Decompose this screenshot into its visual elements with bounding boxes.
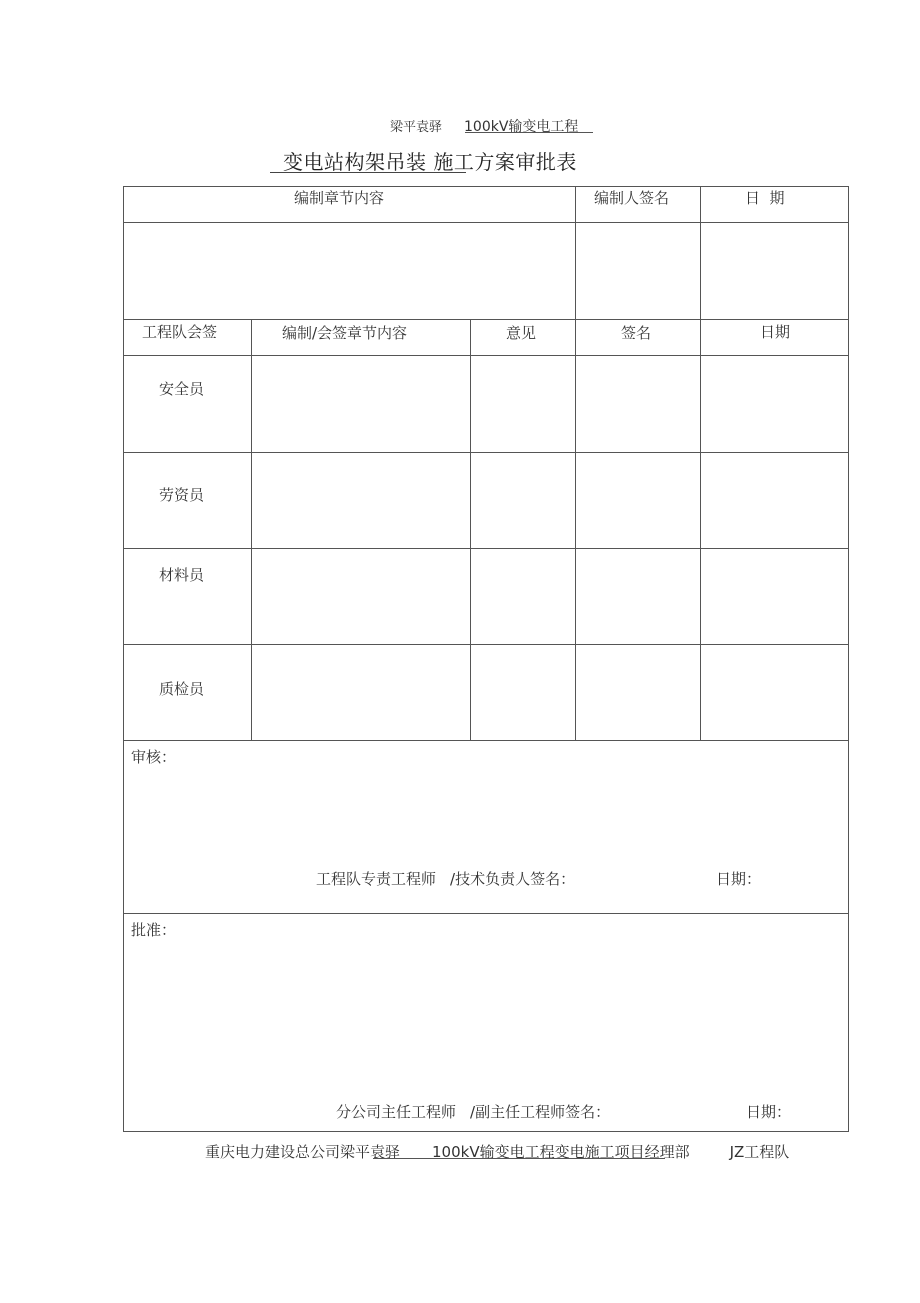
table-border-bottom [123, 1131, 849, 1132]
role-quality-inspector: 质检员 [159, 680, 205, 698]
form-title [283, 146, 577, 175]
approve-label: 批准： [131, 921, 177, 939]
subtitle-underline [465, 132, 593, 133]
table-column-rule [575, 319, 576, 740]
title-right: 施工方案审批表 [433, 150, 577, 174]
table-column-rule [470, 319, 471, 740]
table-rule [123, 222, 849, 223]
header-opinion: 意见 [506, 324, 537, 342]
footer-project-dept: 100kV输变电工程变电施工项目经理部 [432, 1143, 690, 1161]
table-rule [123, 355, 849, 356]
role-labor-officer: 劳资员 [159, 486, 205, 504]
table-rule [123, 548, 849, 549]
table-rule [123, 740, 849, 741]
review-signer-title: 工程队专责工程师 [316, 870, 437, 888]
header-date-2: 日期 [760, 323, 791, 341]
table-column-rule [700, 186, 701, 319]
footer-company: 重庆电力建设总公司梁平袁驿 [205, 1143, 401, 1161]
approve-signer-title: 分公司主任工程师 [336, 1103, 457, 1121]
title-underline [270, 172, 466, 173]
approve-signer-suffix: /副主任工程师签名： [470, 1103, 611, 1121]
approve-date-label: 日期： [746, 1103, 792, 1121]
header-date: 日 期 [745, 189, 785, 207]
role-materials-officer: 材料员 [159, 566, 205, 584]
table-rule [123, 319, 849, 320]
table-rule [123, 913, 849, 914]
table-rule [123, 644, 849, 645]
subtitle-location: 梁平袁驿 [390, 120, 443, 135]
subtitle-project: 100kV输变电工程 [464, 119, 579, 135]
table-rule [123, 452, 849, 453]
review-label: 审核： [131, 748, 177, 766]
header-author-signature: 编制人签名 [594, 189, 670, 207]
header-signature: 签名 [621, 324, 652, 342]
review-date-label: 日期： [716, 870, 762, 888]
header-countersign-content: 编制/会签章节内容 [282, 324, 408, 342]
table-column-rule [575, 186, 576, 319]
table-column-rule [251, 319, 252, 740]
table-border-right [848, 186, 849, 1131]
table-column-rule [700, 319, 701, 740]
footer-team: JZ工程队 [729, 1143, 790, 1161]
review-signer [316, 868, 575, 889]
footer-underline [373, 1158, 665, 1159]
review-signer-suffix: /技术负责人签名： [450, 870, 576, 888]
table-border-top [123, 186, 849, 187]
table-border-left [123, 186, 124, 1131]
title-left: 变电站构架吊装 [283, 150, 427, 174]
header-team-countersign: 工程队会签 [142, 323, 218, 341]
approve-signer [336, 1101, 610, 1122]
role-safety-officer: 安全员 [159, 380, 205, 398]
project-subtitle [390, 116, 578, 136]
header-chapter-content: 编制章节内容 [294, 189, 385, 207]
